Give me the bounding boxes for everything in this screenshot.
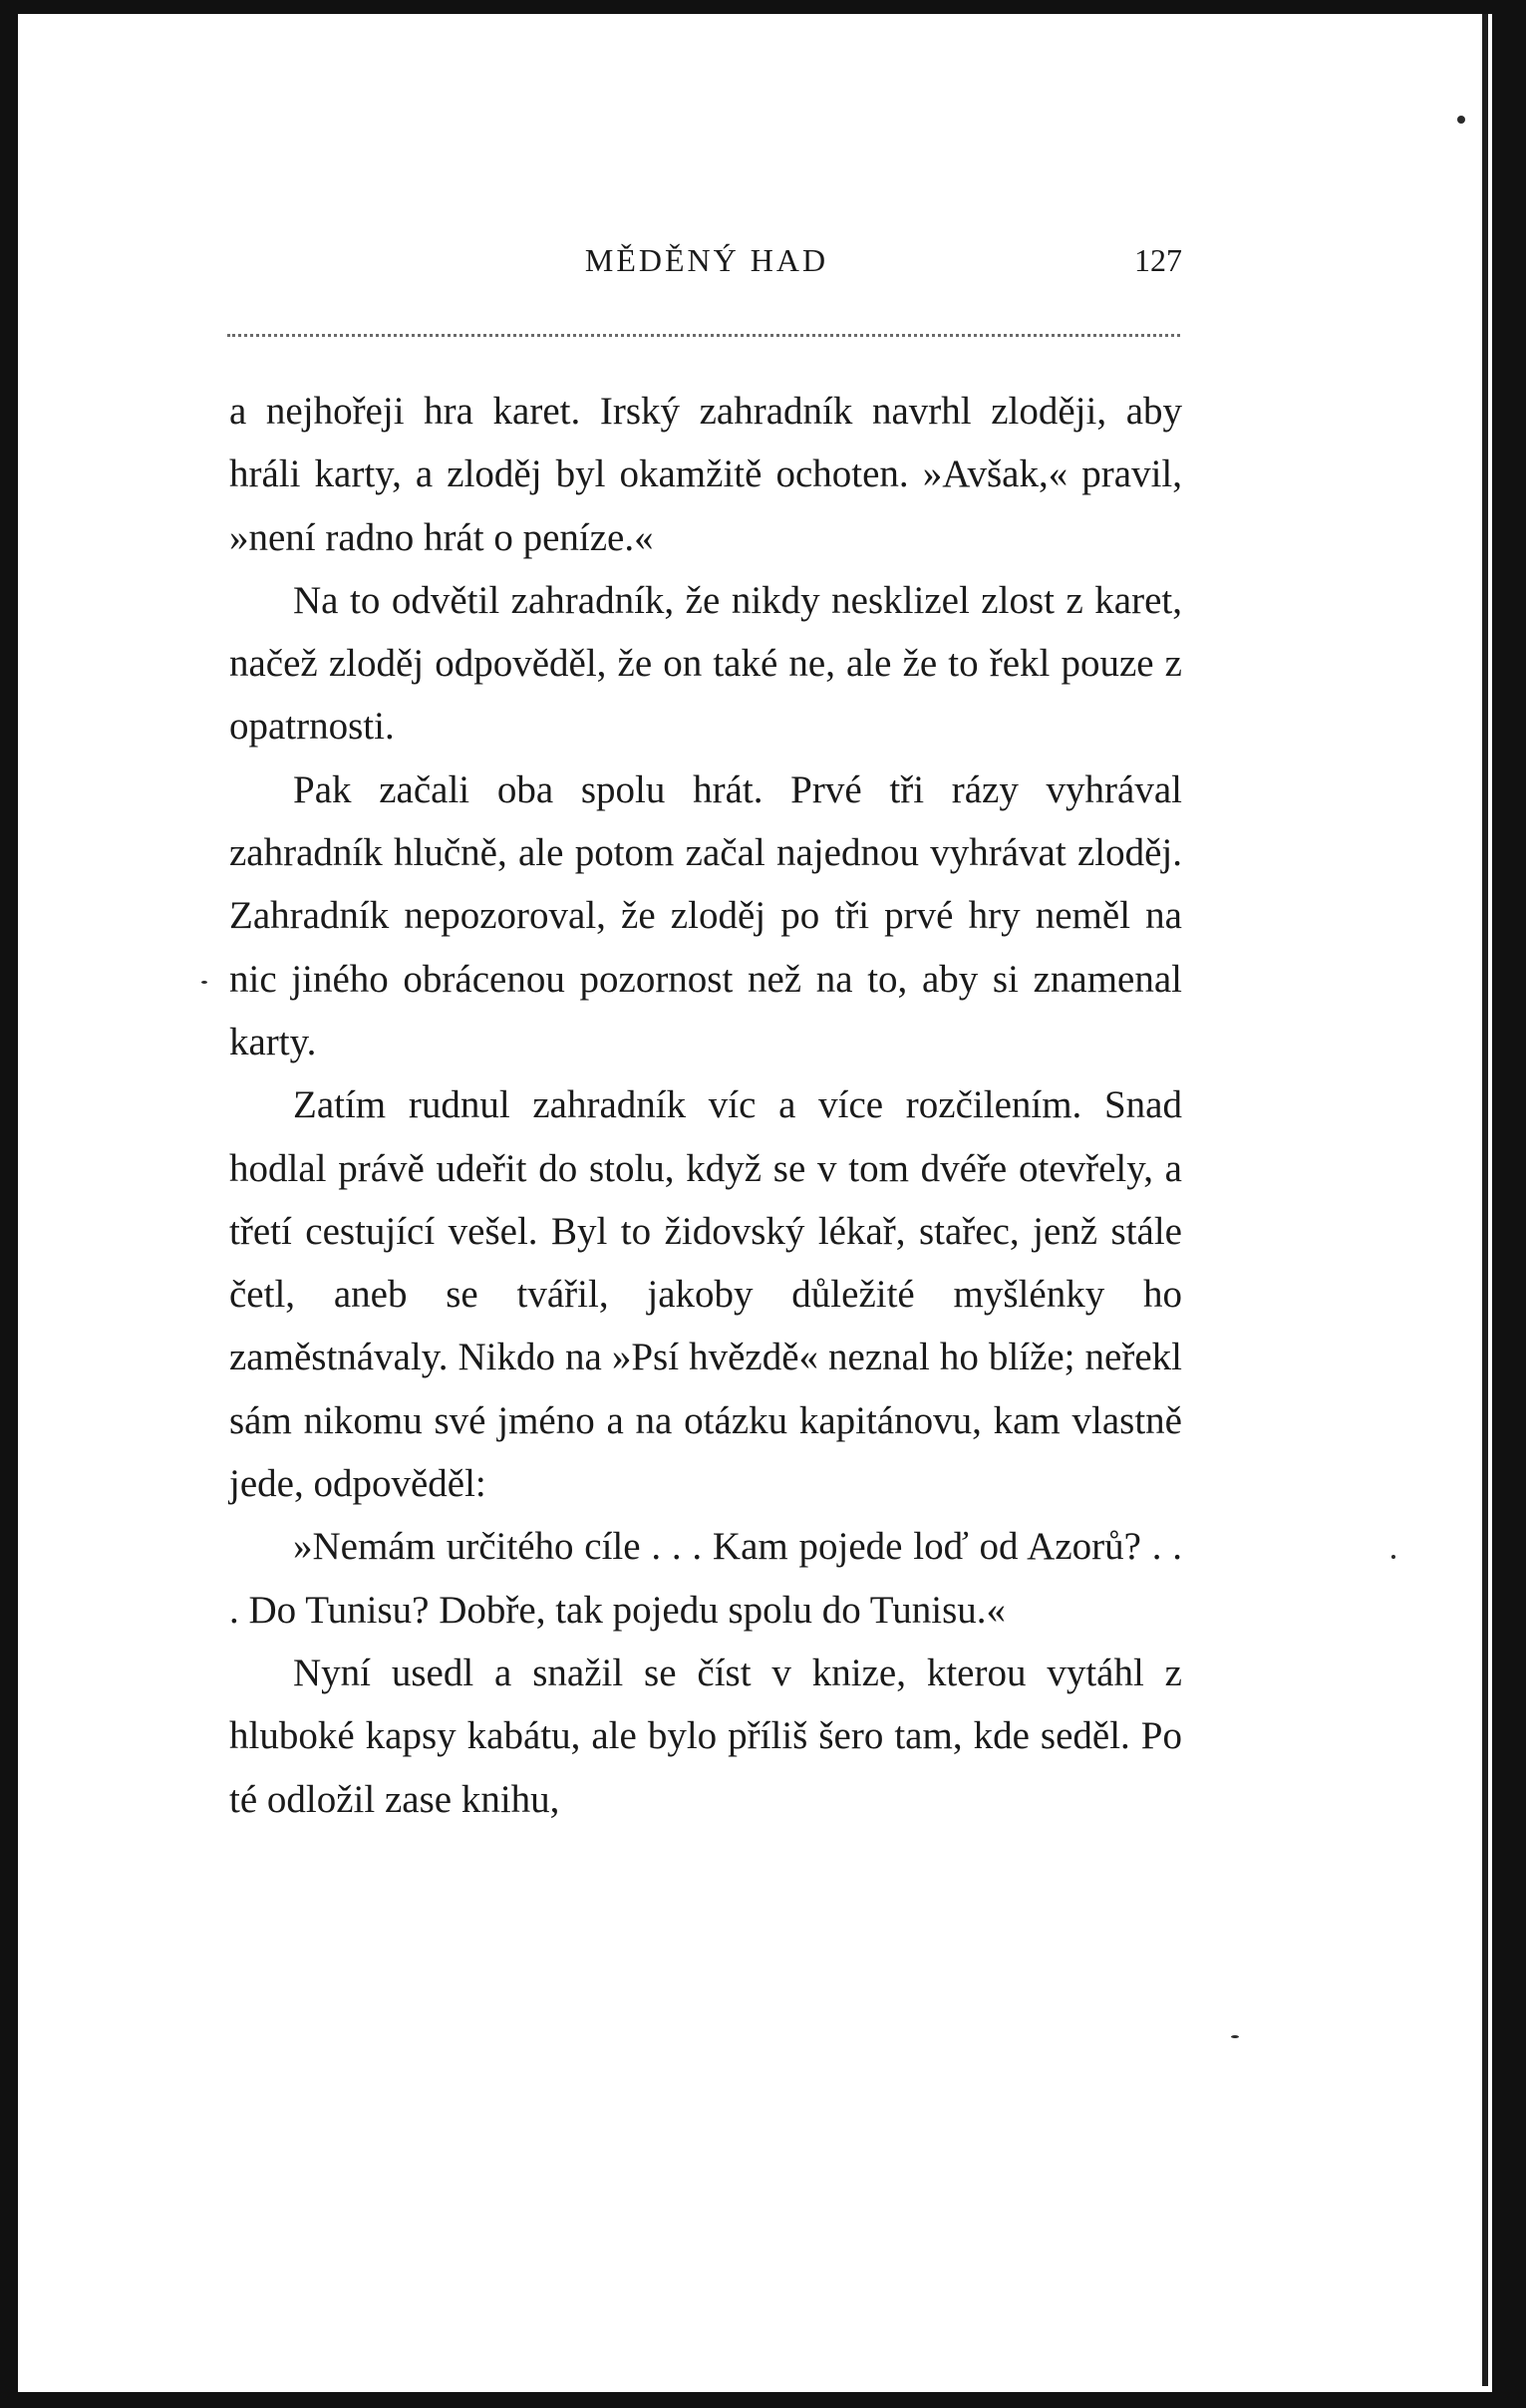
scan-border-right xyxy=(1492,0,1526,2408)
running-title: MĚDĚNÝ HAD xyxy=(584,242,829,278)
body-text xyxy=(229,380,1182,1831)
paragraph: Nyní usedl a snažil se číst v knize, kterou vytáhl z hluboké kapsy kabátu, ale bylo příliš šero tam, kde seděl. Po té odložil zase knihu, xyxy=(229,1651,1182,1821)
scan-speck xyxy=(1391,1555,1395,1559)
running-head xyxy=(231,242,1182,282)
scan-speck xyxy=(1457,116,1465,124)
paragraph: Pak začali oba spolu hrát. Prvé tři rázy vyhrával zahradník hlučně, ale potom začal najednou vyhrávat zloděj. Zahradník nepozoroval, že zloděj po tři prvé hry neměl na nic jiného obrácenou pozornost než na to, aby si znamenal karty. xyxy=(229,767,1182,1063)
scan-speck xyxy=(201,981,207,984)
scan-border-bottom xyxy=(0,2392,1526,2408)
paragraph: a nejhořeji hra karet. Irský zahradník navrhl zloději, aby hráli karty, a zloděj byl okamžitě ochoten. »Avšak,« pravil, »není radno hrát o peníze.« xyxy=(229,390,1182,559)
scan-border-top xyxy=(0,0,1526,14)
paragraph: Zatím rudnul zahradník víc a více rozčilením. Snad hodlal právě udeřit do stolu, když se v tom dvéře otevřely, a třetí cestující vešel. Byl to židovský lékař, stařec, jenž stále četl, aneb se tvářil, jakoby důležité myšlénky ho zaměstnávaly. Nikdo na »Psí hvězdě« neznal ho blíže; neřekl sám nikomu své jméno a na otázku kapitánovu, kam vlastně jede, odpověděl: xyxy=(229,1083,1182,1506)
scan-speck xyxy=(1231,2035,1239,2038)
dotted-header-rule xyxy=(227,334,1180,337)
paragraph: »Nemám určitého cíle . . . Kam pojede loď od Azorů? . . . Do Tunisu? Dobře, tak pojedu spolu do Tunisu.« xyxy=(229,1525,1182,1632)
scan-border-right-inner xyxy=(1482,14,1488,2386)
page-number: 127 xyxy=(1134,242,1182,278)
scan-border-left xyxy=(0,0,18,2408)
paragraph: Na to odvětil zahradník, že nikdy nesklizel zlost z karet, načež zloděj odpověděl, že on také ne, ale že to řekl pouze z opatrnosti. xyxy=(229,578,1182,749)
